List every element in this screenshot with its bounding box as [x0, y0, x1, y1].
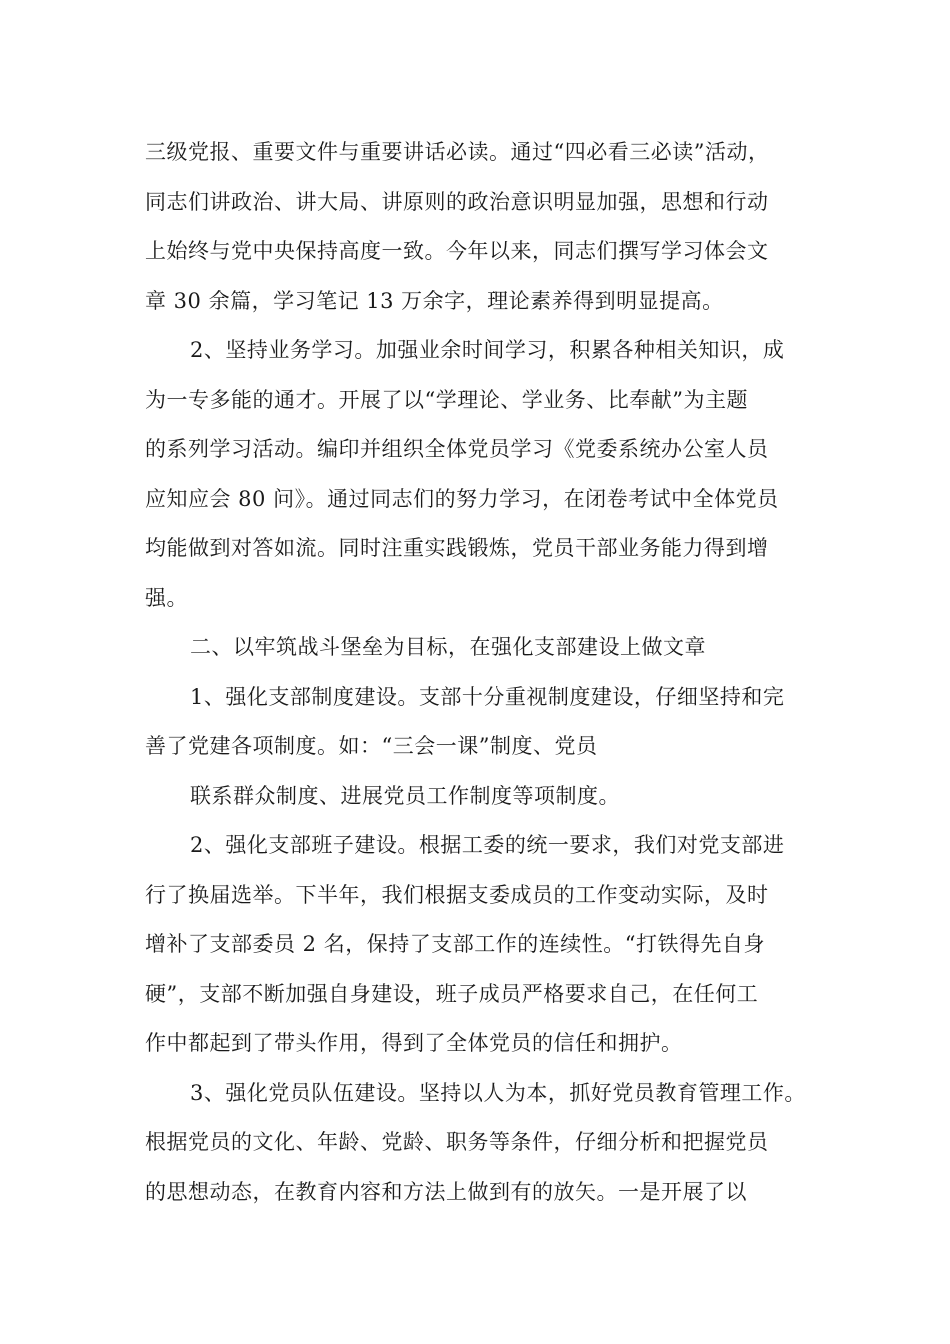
text-line: 强。: [145, 585, 188, 610]
text-line: 的系列学习活动。编印并组织全体党员学习《党委系统办公室人员: [145, 437, 769, 461]
text-line: 根据党员的文化、年龄、党龄、职务等条件，仔细分析和把握党员: [145, 1130, 769, 1154]
text-line: 增补了支部委员 2 名，保持了支部工作的连续性。“打铁得先自身: [145, 932, 765, 956]
document-body: [145, 128, 825, 1217]
text-line: 为一专多能的通才。开展了以“学理论、学业务、比奉献”为主题: [145, 387, 748, 412]
text-line: 2、强化支部班子建设。根据工委的统一要求，我们对党支部进: [190, 833, 785, 857]
text-line: 联系群众制度、进展党员工作制度等项制度。: [190, 783, 620, 808]
text-line: 同志们讲政治、讲大局、讲原则的政治意识明显加强，思想和行动: [145, 189, 769, 214]
text-line: 硬”，支部不断加强自身建设，班子成员严格要求自己，在任何工: [145, 981, 759, 1006]
text-line: 三级党报、重要文件与重要讲话必读。通过“四必看三必读”活动，: [145, 140, 770, 164]
text-line: 章 30 余篇，学习笔记 13 万余字，理论素养得到明显提高。: [145, 288, 724, 313]
text-line: 3、强化党员队伍建设。坚持以人为本，抓好党员教育管理工作。: [190, 1080, 806, 1105]
text-line: 应知应会 80 问》。通过同志们的努力学习，在闭卷考试中全体党员: [145, 486, 779, 511]
text-line: 的思想动态，在教育内容和方法上做到有的放矢。一是开展了以: [145, 1179, 747, 1204]
text-line: 1、强化支部制度建设。支部十分重视制度建设，仔细坚持和完: [190, 684, 785, 709]
section-heading: 二、以牢筑战斗堡垒为目标，在强化支部建设上做文章: [190, 635, 706, 659]
text-line: 善了党建各项制度。如：“三会一课”制度、党员: [145, 734, 598, 758]
text-line: 行了换届选举。下半年，我们根据支委成员的工作变动实际，及时: [145, 882, 769, 907]
text-line: 上始终与党中央保持高度一致。今年以来，同志们撰写学习体会文: [145, 239, 769, 263]
text-line: 2、坚持业务学习。加强业余时间学习，积累各种相关知识，成: [190, 338, 785, 362]
text-line: 作中都起到了带头作用，得到了全体党员的信任和拥护。: [145, 1031, 683, 1055]
text-line: 均能做到对答如流。同时注重实践锻炼，党员干部业务能力得到增: [145, 536, 769, 560]
